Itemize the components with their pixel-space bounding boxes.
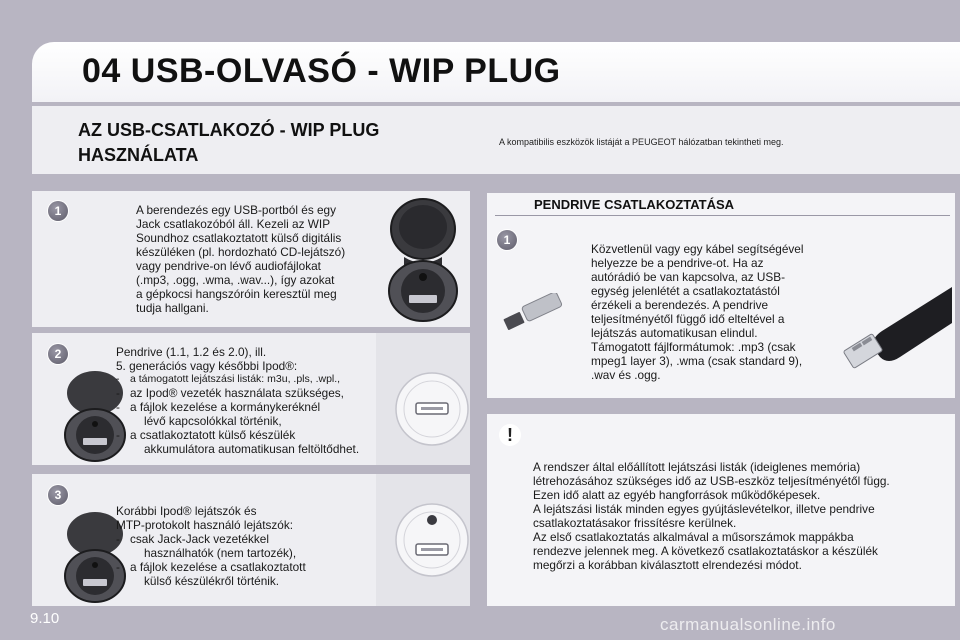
warning-line: A rendszer által előállított lejátszási listák (ideiglenes memória) xyxy=(533,460,861,474)
warning-line: létrehozásához szükséges idő az USB-eszköz teljesítményétől függ. xyxy=(533,474,890,488)
item2-connector-box xyxy=(376,333,470,465)
usb-port-closeup-illustration xyxy=(376,333,470,465)
usb-stick-icon xyxy=(501,293,571,333)
item1-line: Soundhoz csatlakoztatott külső digitális xyxy=(136,231,342,245)
item2-bullet: - a fájlok kezelése a kormánykeréknél xyxy=(116,400,381,414)
pendrive-line: Közvetlenül vagy egy kábel segítségével xyxy=(591,242,804,256)
watermark: carmanualsonline.info xyxy=(660,615,836,634)
usb-socket-open-illustration xyxy=(382,195,464,323)
pendrive-line: teljesítményétől függő idő elteltével a xyxy=(591,312,785,326)
pendrive-line: helyezze be a pendrive-ot. Ha az xyxy=(591,256,764,270)
item2-intro: 5. generációs vagy későbbi Ipod®: xyxy=(116,359,298,373)
compatibility-note: A kompatibilis eszközök listáját a PEUGEOT hálózatban tekintheti meg. xyxy=(499,137,784,147)
pendrive-title: PENDRIVE CSATLAKOZTATÁSA xyxy=(534,197,735,212)
title-bar xyxy=(32,42,960,102)
section-title-line2: HASZNÁLATA xyxy=(78,145,199,165)
item1-line: készüléken (pl. hordozható CD-lejátszó) xyxy=(136,245,346,259)
pendrive-line: lejátszás automatikusan elindul. xyxy=(591,326,758,340)
section-title xyxy=(78,118,379,168)
item3-bullet: - csak Jack-Jack vezetékkel xyxy=(116,532,376,546)
item1-panel xyxy=(32,191,470,327)
item1-number-badge: 1 xyxy=(48,201,68,221)
section-title-line1: AZ USB-CSATLAKOZÓ - WIP PLUG xyxy=(78,120,380,140)
jack-port-closeup-illustration xyxy=(376,474,470,606)
warning-line: rendezve jelennek meg. A következő csatlakoztatáskor a készülék xyxy=(533,544,878,558)
warning-line: megőrzi a korábban kiválasztott elrendezési módot. xyxy=(533,558,802,572)
section-header-panel xyxy=(32,106,960,174)
warning-line: A lejátszási listák minden egyes gyújtáslevételkor, illetve pendrive xyxy=(533,502,875,516)
pendrive-number-badge: 1 xyxy=(497,230,517,250)
item3-text xyxy=(116,504,376,588)
pendrive-line: .wav és .ogg. xyxy=(591,368,661,382)
item2-text xyxy=(116,345,381,456)
warning-icon: ! xyxy=(499,424,521,446)
warning-text xyxy=(533,460,943,572)
item2-intro: Pendrive (1.1, 1.2 és 2.0), ill. xyxy=(116,345,267,359)
item3-intro: MTP-protokolt használó lejátszók: xyxy=(116,518,294,532)
item1-line: Jack csatlakozóból áll. Kezeli az WIP xyxy=(136,217,331,231)
item1-line: vagy pendrive-on lévő audiofájlokat xyxy=(136,259,321,273)
page-number: 9.10 xyxy=(30,610,60,627)
pendrive-panel xyxy=(487,193,955,398)
pendrive-line: érzékeli a berendezés. A pendrive xyxy=(591,298,769,312)
warning-line: Ezen idő alatt az egyéb hangforrások működőképesek. xyxy=(533,488,821,502)
item3-bullet-cont: használhatók (nem tartozék), xyxy=(144,546,297,560)
warning-line: Az első csatlakoztatás alkalmával a műsorszámok mappákba xyxy=(533,530,854,544)
item3-bullet-cont: külső készülékről történik. xyxy=(144,574,280,588)
pendrive-title-underline xyxy=(495,215,950,216)
item1-text xyxy=(136,203,386,315)
item1-line: tudja hallgani. xyxy=(136,301,209,315)
page-title: 04 USB-OLVASÓ - WIP PLUG xyxy=(82,52,561,90)
item2-bullet-cont: akkumulátora automatikusan feltöltődhet. xyxy=(144,442,360,456)
pendrive-line: Támogatott fájlformátumok: .mp3 (csak xyxy=(591,340,796,354)
item1-line: (.mp3, .ogg, .wma, .wav...), így azokat xyxy=(136,273,335,287)
item2-bullet: - a támogatott lejátszási listák: m3u, .pls, .wpl., xyxy=(116,373,381,386)
usb-cable-illustration xyxy=(832,279,952,379)
pendrive-line: mpeg1 layer 3), .wma (csak standard 9), xyxy=(591,354,803,368)
warning-panel xyxy=(487,414,955,606)
item2-bullet: - az Ipod® vezeték használata szükséges, xyxy=(116,386,381,400)
item3-panel xyxy=(32,474,470,606)
pendrive-text xyxy=(591,242,831,382)
item3-number-badge: 3 xyxy=(48,485,68,505)
item2-number-badge: 2 xyxy=(48,344,68,364)
item3-intro: Korábbi Ipod® lejátszók és xyxy=(116,504,257,518)
item2-panel xyxy=(32,333,470,465)
warning-line: csatlakoztatásakor frissítésre kerülnek. xyxy=(533,516,737,530)
pendrive-line: egység jelenlétét a csatlakoztatástól xyxy=(591,284,780,298)
item2-bullet: - a csatlakoztatott külső készülék xyxy=(116,428,381,442)
pendrive-line: autórádió be van kapcsolva, az USB- xyxy=(591,270,786,284)
item2-bullet-cont: lévő kapcsolókkal történik, xyxy=(144,414,282,428)
item3-connector-box xyxy=(376,474,470,606)
item3-bullet: - a fájlok kezelése a csatlakoztatott xyxy=(116,560,376,574)
item1-line: a gépkocsi hangszóróin keresztül meg xyxy=(136,287,337,301)
item1-line: A berendezés egy USB-portból és egy xyxy=(136,203,337,217)
